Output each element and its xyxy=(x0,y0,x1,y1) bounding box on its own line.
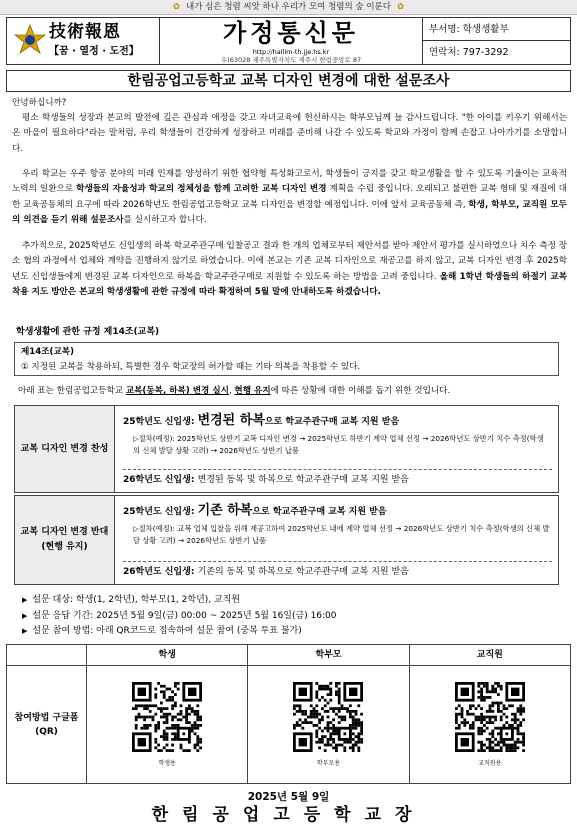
option-change xyxy=(14,405,559,493)
school-emblem-icon xyxy=(13,24,47,54)
school-calligraphy: 技術報恩 xyxy=(49,22,121,42)
intro-c: , xyxy=(228,386,235,396)
p2-text-c: 계획을 수립 중입니다. 오래되고 불편한 교복 형태 및 재질에 대한 교육공동체의 요구에 따라 2026학년도 한림공업고등학교 교복 디자인을 변경할 예정입니다. 이에 앞서 교육공동체 즉, xyxy=(12,184,567,210)
foot-prefix: 26학년도 신입생: xyxy=(123,475,198,485)
masthead-center xyxy=(160,18,423,64)
option-change-procedure: ▷절차(예정): 2025학년도 상반기 교복 디자인 변경 → 2025학년도 하반기 계약 업체 선정 → 2026학년도 상반기 치수 측정(학생의 신체 발달 상황 고려) → 2026학년도 상반기 납품 xyxy=(133,433,544,455)
divider xyxy=(123,561,552,562)
qr-code-icon[interactable] xyxy=(132,682,202,752)
divider xyxy=(123,469,552,470)
main-prefix: 25학년도 신입생: xyxy=(123,417,198,427)
main-prefix: 25학년도 신입생: xyxy=(123,507,198,517)
qr-cell-parent xyxy=(248,666,408,784)
department: 부서명: 학생생활부 xyxy=(423,18,570,41)
main-big: 기존 하복 xyxy=(197,503,253,518)
greeting-text: 안녕하십니까? xyxy=(12,98,67,108)
rule-article: 제14조(교복) xyxy=(21,347,75,357)
option-keep-main xyxy=(115,496,558,520)
table-intro xyxy=(18,386,450,398)
slogan-text: 내가 심은 청렴 씨앗 하나 우리가 모여 청렴의 숲 이룬다 xyxy=(186,2,391,12)
qr-column-parent xyxy=(248,645,409,783)
foot-text: 변경된 동복 및 하복으로 학교주관구매 교복 지원 받음 xyxy=(197,475,409,485)
survey-period: ▶ 설문 응답 기간: 2025년 5월 9일(금) 00:00 ~ 2025년 5월 16일(금) 16:00 xyxy=(22,609,337,625)
qr-head-parent: 학부모 xyxy=(248,645,408,666)
intro-b: 교복(동복, 하복) 변경 실시 xyxy=(125,386,229,396)
masthead-left xyxy=(7,18,160,64)
qr-label-column xyxy=(7,645,87,783)
option-change-label: 교복 디자인 변경 찬성 xyxy=(15,406,115,492)
p3-text-a: 추가적으로, 2025학년도 신입생의 하복 학교주관구매 입찰공고 결과 한 개의 업체로부터 제안서를 받아 제안서 평가를 실시하였으나 치수 측정 장소 협의 과정에서 업체와 계약을 진행하지 않기로 하였습니다. 이에 본교는 기존 교복 디자인으로 재공고를 하지 않고, 교복 디자인 변경 후 2025학년도 신입생들에게 변경된 교복 디자인으로 하복을 학교주관구매로 지원할 수 있도록 하는 방법을 고려 중입니다. xyxy=(12,241,567,282)
option-keep-foot xyxy=(123,566,409,578)
greeting xyxy=(12,96,567,111)
option-change-body xyxy=(115,406,558,492)
qr-row-label: 참여방법 구글폼 (QR) xyxy=(14,713,79,737)
p3-bold: 올해 1학년 학생들의 하절기 교복 착용 지도 방안은 본교의 학생생활에 관한 규정에 따라 확정하여 5월 말에 안내하도록 하겠습니다. xyxy=(12,271,567,298)
qr-empty-head xyxy=(7,645,86,666)
intro-a: 아래 표는 한림공업고등학교 xyxy=(18,386,126,396)
survey-method: ▶ 설문 참여 방법: 아래 QR코드로 접속하여 설문 참여 (중복 투표 불가) xyxy=(22,624,337,640)
foot-prefix: 26학년도 신입생: xyxy=(123,567,198,577)
qr-head-staff: 교직원 xyxy=(410,645,570,666)
survey-info xyxy=(22,593,337,640)
intro-d: 현행 유지 xyxy=(234,386,271,396)
main-suffix: 으로 학교주관구매 교복 지원 받음 xyxy=(252,507,387,517)
qr-code-icon[interactable] xyxy=(293,682,363,752)
school-motto: 【꿈 · 열정 · 도전】 xyxy=(49,46,139,57)
option-change-main xyxy=(115,406,558,430)
qr-table xyxy=(6,644,571,784)
qr-column-student xyxy=(87,645,248,783)
qr-head-student: 학생 xyxy=(87,645,247,666)
p2-text-a: 우리 학교는 우주 항공 분야의 미래 인재를 양성하기 위한 협약형 특성화고로서, 학생들이 긍지를 갖고 학교생활을 할 수 있도록 기울이는 교육적 노력의 일환으로 xyxy=(12,169,567,195)
paragraph-3 xyxy=(12,239,567,301)
qr-cell-staff xyxy=(410,666,570,784)
school-address: 우)63028 제주특별자치도 제주시 한림중앙로 87 xyxy=(220,56,362,64)
survey-target: ▶ 설문 대상: 학생(1, 2학년), 학부모(1, 2학년), 교직원 xyxy=(22,593,337,609)
masthead-right xyxy=(423,18,570,64)
p2-text-d: 를 실시하고자 합니다. xyxy=(123,215,207,226)
masthead xyxy=(6,17,571,65)
qr-code-icon[interactable] xyxy=(455,682,525,752)
website-link[interactable]: http://hallim-th.jje.hs.kr xyxy=(252,48,330,56)
rule-heading: 학생생활에 관한 규정 제14조(교복) xyxy=(16,327,160,337)
p2-bold-1: 학생들의 자율성과 학교의 정체성을 함께 고려한 교복 디자인 변경 xyxy=(76,184,327,195)
issue-date: 2025년 5월 9일 xyxy=(247,791,330,803)
option-keep-body xyxy=(115,496,558,584)
qr-column-staff xyxy=(410,645,570,783)
star-icon: ✿ xyxy=(396,2,405,12)
option-keep xyxy=(14,495,559,585)
paper-title: 가정통신문 xyxy=(223,18,359,47)
document-title: 한림공업고등학교 교복 디자인 변경에 대한 설문조사 xyxy=(6,70,571,92)
option-keep-label: 교복 디자인 변경 반대 (현행 유지) xyxy=(15,496,115,584)
paragraph-1: 평소 학생들의 성장과 본교의 발전에 깊은 관심과 애정을 갖고 자녀교육에 헌신하시는 학부모님께 늘 감사드립니다. "한 아이를 키우기 위해서는 온 마을이 필요하다"라는 말처럼, 우리 학생들이 건강하게 성장하고 미래를 준비해 나갈 수 있도록 학교와 가정이 함께 손잡고 나아가기를 소망합니다. xyxy=(12,113,567,154)
paragraph-2 xyxy=(12,167,567,229)
top-slogan xyxy=(0,0,577,15)
p2-bold-2: 학생, 학부모, 교직원 모두의 의견을 듣기 위해 설문조사 xyxy=(12,199,567,226)
foot-text: 기존의 동복 및 하복으로 학교주관구매 교복 지원 받음 xyxy=(197,567,409,577)
rule-box xyxy=(14,342,559,376)
qr-caption-parent: 학부모용 xyxy=(316,759,341,767)
rule-text: ① 지정된 교복을 착용하되, 특별한 경우 학교장의 허가할 때는 기타 의복을 착용할 수 있다. xyxy=(21,362,361,372)
qr-cell-student xyxy=(87,666,247,784)
option-keep-procedure: ▷절차(예정): 교복 업체 입찰을 위해 재공고하여 2025학년도 내에 계약 업체 선정 → 2026학년도 상반기 치수 측정(학생의 신체 발달 상황 고려) → 2026학년도 상반기 납품 xyxy=(133,523,550,545)
contact: 연락처: 797-3292 xyxy=(429,47,509,58)
main-big: 변경된 하복 xyxy=(197,413,265,428)
main-suffix: 으로 학교주관구매 교복 지원 받음 xyxy=(264,417,400,427)
qr-caption-staff: 교직원용 xyxy=(478,759,502,767)
principal-signature: 한림공업고등학교장 xyxy=(151,805,426,825)
star-icon: ✿ xyxy=(172,2,181,12)
qr-caption-student: 학생용 xyxy=(158,759,176,767)
option-change-foot xyxy=(123,474,409,486)
intro-e: 에 따른 상황에 대한 이해를 돕기 위한 것입니다. xyxy=(270,386,451,396)
